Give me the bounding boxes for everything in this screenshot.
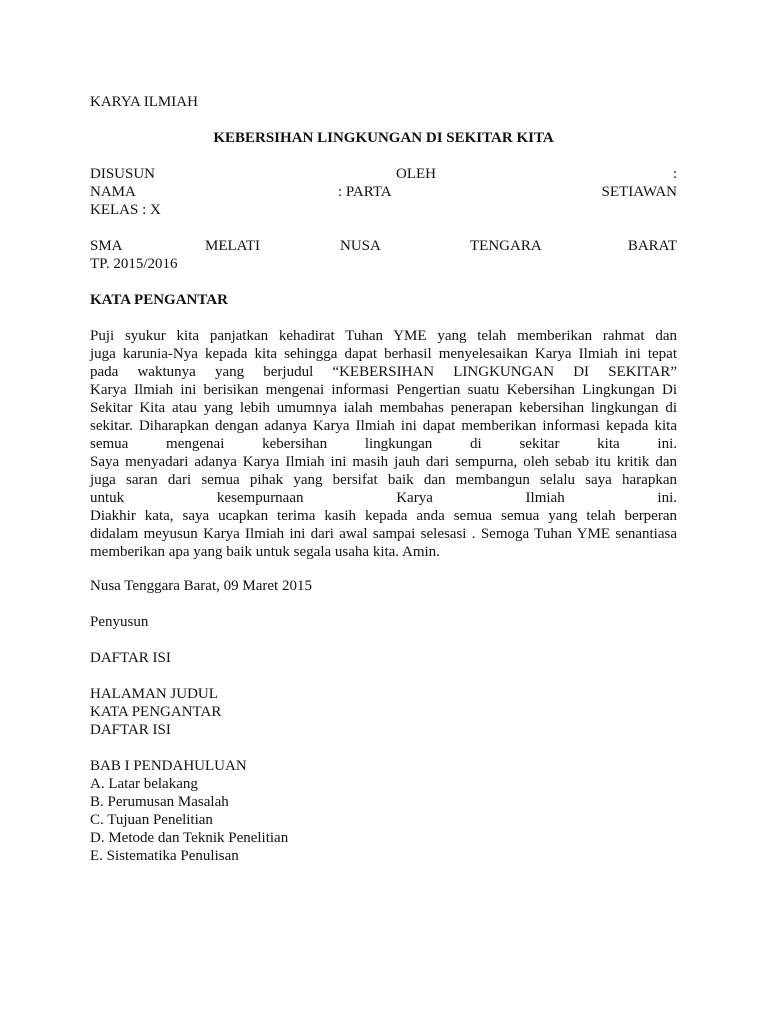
- kata-pengantar-last-line: memberikan apa yang baik untuk segala usaha kita. Amin.: [90, 544, 440, 560]
- document-title: KEBERSIHAN LINGKUNGAN DI SEKITAR KITA: [213, 130, 554, 146]
- nama-last: SETIAWAN: [601, 184, 677, 200]
- bab1-item: A. Latar belakang: [90, 776, 198, 792]
- author-line-2: [90, 183, 677, 201]
- kata-pengantar-line: Sekitar Kita atau yang lebih umumnya ialah membahas penerapan kebersihan lingkungan di: [90, 400, 677, 416]
- daftar-isi-heading: DAFTAR ISI: [90, 650, 171, 666]
- school-word: MELATI: [205, 238, 260, 254]
- school-word: BARAT: [627, 238, 677, 254]
- document-label: KARYA ILMIAH: [90, 94, 198, 110]
- place-date: Nusa Tenggara Barat, 09 Maret 2015: [90, 578, 312, 594]
- kata-pengantar-line: juga saran dari semua pihak yang bersifat baik dan membangun selalu saya harapkan: [90, 472, 677, 488]
- kata-pengantar-line: Karya Ilmiah ini berisikan mengenai informasi Pengertian suatu Kebersihan Lingkungan Di: [90, 382, 677, 398]
- bab1-item: E. Sistematika Penulisan: [90, 848, 239, 864]
- author-colon: :: [672, 166, 677, 182]
- kata-pengantar-line: untuk kesempurnaan Karya Ilmiah ini.: [90, 490, 677, 506]
- school-word: TENGARA: [470, 238, 542, 254]
- toc-item: HALAMAN JUDUL: [90, 686, 218, 702]
- school-word: NUSA: [340, 238, 381, 254]
- author-line-1: [90, 165, 677, 183]
- kata-pengantar-line: Diakhir kata, saya ucapkan terima kasih kepada anda semua semua yang telah berperan: [90, 508, 677, 524]
- toc-item: KATA PENGANTAR: [90, 704, 222, 720]
- nama-label: NAMA: [90, 184, 136, 200]
- disusun-label: DISUSUN: [90, 166, 156, 182]
- kata-pengantar-line: juga karunia-Nya kepada kita sehingga dapat berhasil menyelesaikan Karya Ilmiah ini tepat: [90, 346, 677, 362]
- oleh-label: OLEH: [396, 166, 436, 182]
- school-year: TP. 2015/2016: [90, 256, 178, 272]
- bab1-item: D. Metode dan Teknik Penelitian: [90, 830, 289, 846]
- nama-value: : PARTA: [338, 184, 392, 200]
- signature-label: Penyusun: [90, 614, 149, 630]
- school-word: SMA: [90, 238, 123, 254]
- kata-pengantar-line: semua mengenai kebersihan lingkungan di sekitar kita ini.: [90, 436, 677, 452]
- bab1-title: BAB I PENDAHULUAN: [90, 758, 247, 774]
- kata-pengantar-heading: KATA PENGANTAR: [90, 292, 228, 308]
- kata-pengantar-line: Saya menyadari adanya Karya Ilmiah ini masih jauh dari sempurna, oleh sebab itu kritik dan: [90, 454, 677, 470]
- toc-item: DAFTAR ISI: [90, 722, 171, 738]
- kata-pengantar-line: Puji syukur kita panjatkan kehadirat Tuhan YME yang telah memberikan rahmat dan: [90, 328, 677, 344]
- kata-pengantar-line: didalam meyusun Karya Ilmiah ini dari awal sampai selesasi . Semoga Tuhan YME senantiasa: [90, 526, 677, 542]
- school-line: [90, 237, 677, 255]
- kata-pengantar-line: pada waktunya yang berjudul “KEBERSIHAN LINGKUNGAN DI SEKITAR”: [90, 364, 677, 380]
- kata-pengantar-line: sekitar. Diharapkan dengan adanya Karya Ilmiah ini dapat memberikan informasi kepada kita: [90, 418, 677, 434]
- bab1-item: C. Tujuan Penelitian: [90, 812, 213, 828]
- bab1-item: B. Perumusan Masalah: [90, 794, 229, 810]
- kelas-line: KELAS : X: [90, 202, 161, 218]
